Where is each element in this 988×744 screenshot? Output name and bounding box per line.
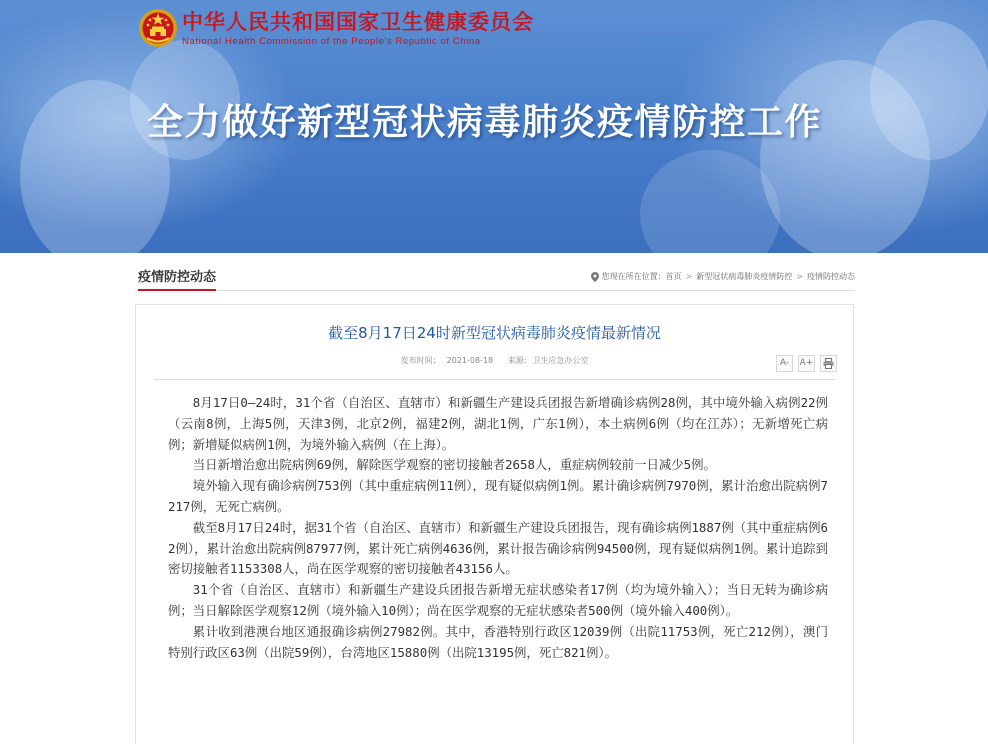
article-meta — [136, 355, 853, 367]
breadcrumb-prefix: 您现在所在位置： — [601, 272, 666, 281]
article-divider — [154, 379, 835, 380]
source-label: 来源: — [507, 356, 527, 365]
article-paragraph: 8月17日0—24时，31个省（自治区、直辖市）和新疆生产建设兵团报告新增确诊病例28例，其中境外输入病例22例（云南8例，上海5例，天津3例，北京2例，福建2例，湖北1例，广东1例），本土病例6例（均在江苏）；无新增死亡病例；新增疑似病例1例，为境外输入病例（在上海）。 — [168, 395, 828, 452]
org-name-cn[interactable]: 中华人民共和国国家卫生健康委员会 — [182, 9, 534, 34]
banner-figure-shape — [640, 150, 780, 253]
article-title: 截至8月17日24时新型冠状病毒肺炎疫情最新情况 — [328, 324, 661, 342]
breadcrumb-link-home[interactable]: 首页 — [665, 272, 682, 281]
banner-figure-shape — [870, 20, 988, 160]
banner-slogan: 全力做好新型冠状病毒肺炎疫情防控工作 — [147, 102, 823, 143]
font-enlarge-button[interactable]: A+ — [798, 355, 815, 372]
article-paragraph: 截至8月17日24时，据31个省（自治区、直辖市）和新疆生产建设兵团报告，现有确诊病例1887例（其中重症病例62例），累计治愈出院病例87977例，累计死亡病例4636例，累计报告确诊病例94500例，现有疑似病例1例。累计追踪到密切接触者1153308人，尚在医学观察的密切接触者43156人。 — [168, 519, 828, 577]
article-body — [168, 393, 828, 663]
article-paragraph: 当日新增治愈出院病例69例，解除医学观察的密切接触者2658人，重症病例较前一日减少5例。 — [192, 457, 716, 473]
breadcrumb — [591, 271, 855, 283]
location-pin-icon — [591, 272, 599, 282]
article-container — [135, 304, 854, 744]
section-title[interactable]: 疫情防控动态 — [138, 270, 216, 291]
article-paragraph: 累计收到港澳台地区通报确诊病例27982例。其中，香港特别行政区12039例（出院11753例，死亡212例），澳门特别行政区63例（出院59例），台湾地区15880例（出院13195例，死亡821例）。 — [168, 623, 828, 660]
font-shrink-button[interactable]: A- — [776, 355, 793, 372]
article-paragraph: 31个省（自治区、直辖市）和新疆生产建设兵团报告新增无症状感染者17例（均为境外输入）；当日无转为确诊病例；当日解除医学观察12例（境外输入10例）；尚在医学观察的无症状感染者500例（境外输入400例）。 — [168, 582, 828, 618]
section-header — [135, 266, 855, 291]
org-name-en[interactable]: National Health Commission of the People's Republic of China — [182, 36, 481, 47]
breadcrumb-separator: > — [796, 272, 803, 281]
print-button[interactable] — [820, 355, 837, 372]
publish-date: 2021-08-18 — [446, 356, 494, 365]
header-banner — [0, 0, 988, 253]
breadcrumb-link-current[interactable]: 疫情防控动态 — [807, 272, 855, 281]
national-emblem-icon[interactable] — [138, 8, 178, 48]
print-icon — [823, 358, 834, 369]
publish-label: 发布时间： — [400, 356, 441, 365]
breadcrumb-link-covid-prevention[interactable]: 新型冠状病毒肺炎疫情防控 — [696, 272, 793, 281]
breadcrumb-separator: > — [685, 272, 693, 281]
article-paragraph: 境外输入现有确诊病例753例（其中重症病例11例），现有疑似病例1例。累计确诊病例7970例，累计治愈出院病例7217例，无死亡病例。 — [168, 478, 828, 514]
source-value: 卫生应急办公室 — [532, 356, 589, 365]
